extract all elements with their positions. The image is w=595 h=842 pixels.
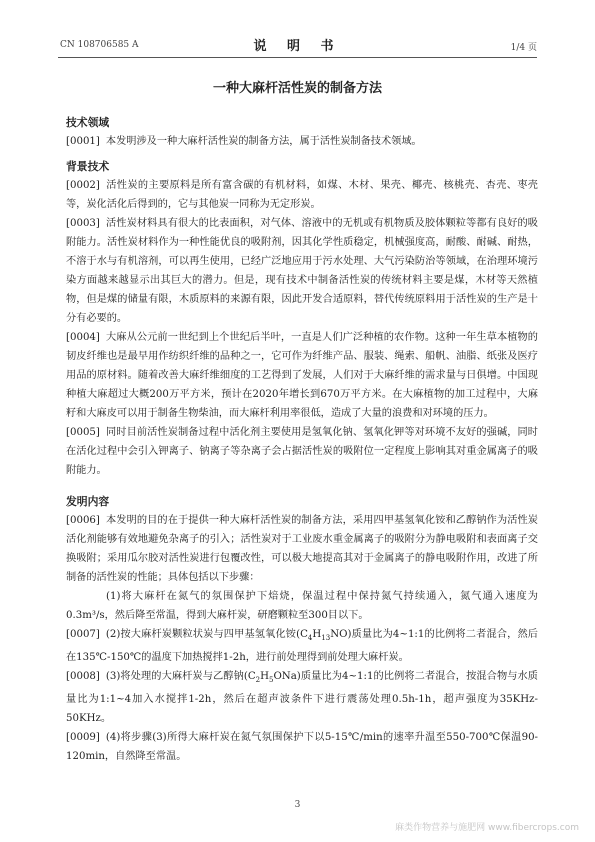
paragraph-text: 活性炭的主要原料是所有富含碳的有机材料，如煤、木材、果壳、椰壳、核桃壳、杏壳、枣壳等，炭化活化后得到的，它与其他炭一同称为无定形炭。 xyxy=(66,180,538,210)
step-1 xyxy=(66,587,538,625)
paragraph-text: )质量比为4~1:1的比例将二者混合，然后在135℃-150℃的温度下加热搅拌1-2h，进行前处理得到前处理大麻杆炭。 xyxy=(66,629,538,664)
formula-text: H xyxy=(260,671,269,683)
paragraph-id: [0004] xyxy=(66,332,100,343)
formula-text: H xyxy=(312,629,322,640)
document-title: 一种大麻杆活性炭的制备方法 xyxy=(212,81,382,96)
section-heading-tech-field: 技术领域 xyxy=(66,116,110,129)
paragraph-text: 本发明的目的在于提供一种大麻杆活性炭的制备方法，采用四甲基氢氧化铵和乙醇钠作为活性炭活化剂能够有效地避免杂离子的引入；活性炭对于工业废水重金属离子的吸附分为静电吸附和表面离子交换吸附；采用瓜尔胶对活性炭进行包覆改性，可以极大地提高其对于金属离子的静电吸附作用，改进了所制备的活性炭的性能；具体包括以下步骤： xyxy=(66,515,538,583)
paragraph-0001 xyxy=(66,132,538,151)
paragraph-text: )质量比为4~1:1的比例将二者混合，按混合物与水质量比为1:1~4加入水搅拌1-2h，然后在超声波条件下进行震荡处理0.5h-1h，超声强度为35KHz-50KHz。 xyxy=(66,671,538,725)
paragraph-id: [0007] xyxy=(66,629,100,640)
formula-subscript: 13 xyxy=(321,634,331,643)
paragraph-text: 同时目前活性炭制备过程中活化剂主要使用是氢氧化钠、氢氧化钾等对环境不友好的强碱，同时在活化过程中会引入钾离子、钠离子等杂离子会占据活性炭的吸附位一定程度上影响其对重金属离子的吸附能力。 xyxy=(66,427,538,476)
paragraph-0009 xyxy=(66,728,538,766)
paragraph-text: (4)将步骤(3)所得大麻杆炭在氮气氛围保护下以5-15℃/min的速率升温至550-700℃保温90-120min，自然降至常温。 xyxy=(66,732,538,763)
paragraph-0006 xyxy=(66,511,538,587)
paragraph-id: [0002] xyxy=(66,180,100,191)
paragraph-id: [0008] xyxy=(66,671,100,683)
document-type: 说 明 书 xyxy=(253,39,342,54)
paragraph-text: 本发明涉及一种大麻杆活性炭的制备方法，属于活性炭制备技术领域。 xyxy=(105,136,422,147)
section-heading-background: 背景技术 xyxy=(66,160,110,173)
paragraph-0004 xyxy=(66,328,538,423)
paragraph-id: [0005] xyxy=(66,427,100,438)
paragraph-text: 大麻从公元前一世纪到上个世纪后半叶，一直是人们广泛种植的农作物。这种一年生草本植物的韧皮纤维也是最早用作纺织纤维的品种之一，它可作为纤维产品、服装、绳索、船帆、油脂、纸张及医疗用品的原材料。随着改善大麻纤维细度的工艺得到了发展，人们对于大麻纤维的需求量与日俱增。中国现种植大麻超过大概200万平方米，预计在2020年增长到670万平方米。在大麻植物的加工过程中，大麻籽和大麻皮可以用于制备生物柴油，而大麻杆利用率很低，造成了大量的浪费和对环境的压力。 xyxy=(66,332,538,419)
paragraph-id: [0006] xyxy=(66,515,100,526)
paragraph-0008 xyxy=(66,667,538,728)
formula-subscript: 5 xyxy=(268,676,274,685)
paragraph-id: [0001] xyxy=(66,136,100,147)
formula-text: NO xyxy=(330,629,348,640)
page-number: 3 xyxy=(294,800,301,810)
paragraph-text: (3)将处理的大麻杆炭与乙醇钠(C xyxy=(105,671,256,683)
paragraph-0003 xyxy=(66,214,538,328)
paragraph-id: [0003] xyxy=(66,218,100,229)
patent-number: CN 108706585 A xyxy=(60,40,139,50)
paragraph-0002 xyxy=(66,176,538,214)
paragraph-id: [0009] xyxy=(66,732,100,744)
paragraph-text: (2)按大麻杆炭颗粒状炭与四甲基氢氧化铵(C xyxy=(105,629,308,640)
paragraph-text: 活性炭材料具有很大的比表面积，对气体、溶液中的无机或有机物质及胶体颗粒等都有良好的吸附能力。活性炭材料作为一种性能优良的吸附剂，因其化学性质稳定，机械强度高，耐酸、耐碱、耐热，不溶于水与有机溶剂，可以再生使用，已经广泛地应用于污水处理、大气污染防治等领域，在治理环境污染方面越来越显示出其巨大的潜力。但是，现有技术中制备活性炭的传统材料主要是煤，木材等天然植物，但是煤的储量有限，木质原料的来源有限，因此开发合适原料，替代传统原料用于活性炭的生产是十分有必要的。 xyxy=(66,218,538,324)
page-indicator: 1/4 页 xyxy=(510,43,537,53)
section-heading-content: 发明内容 xyxy=(66,495,110,508)
watermark: 麻类作物营养与施肥网 www.fibercrops.com xyxy=(395,823,579,833)
paragraph-text: (1)将大麻杆在氮气的氛围保护下焙烧，保温过程中保持氮气持续通入，氮气通入速度为0.3m³/s，然后降至常温，得到大麻杆炭，研磨颗粒至300目以下。 xyxy=(66,591,538,621)
formula-subscript: 4 xyxy=(307,634,313,643)
header-divider xyxy=(58,57,537,58)
paragraph-0005 xyxy=(66,423,538,480)
formula-text: ONa xyxy=(273,671,297,683)
paragraph-0007 xyxy=(66,625,538,667)
document-body xyxy=(66,113,538,766)
formula-subscript: 2 xyxy=(255,676,261,685)
